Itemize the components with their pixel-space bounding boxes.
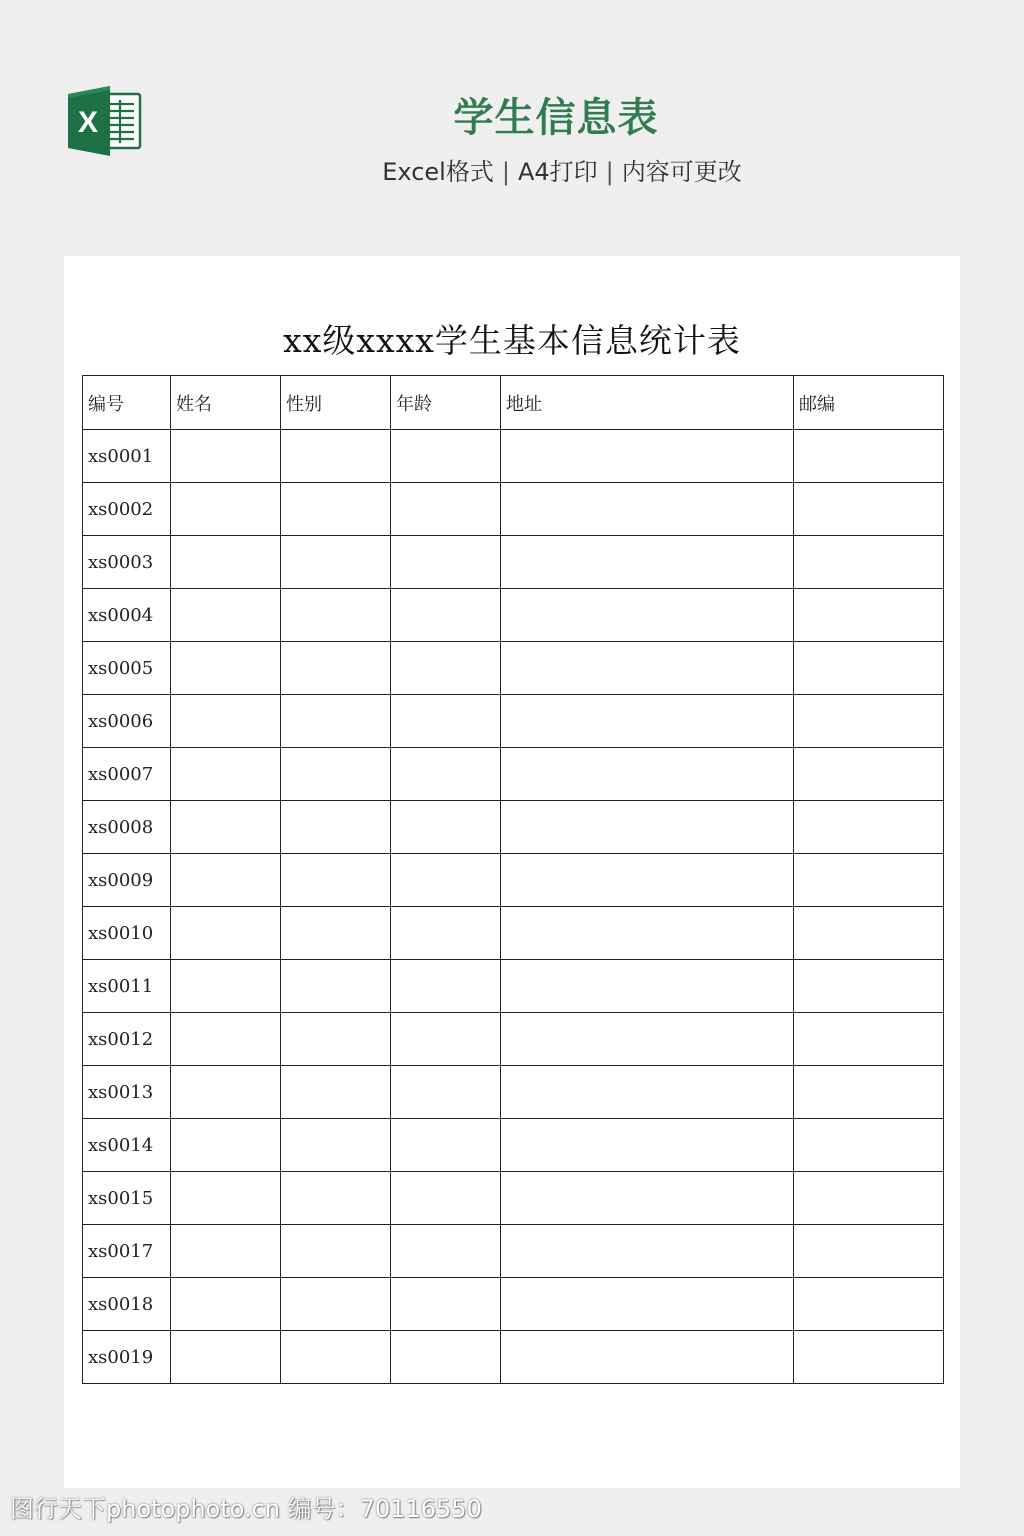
excel-logo-letter: X: [77, 106, 99, 139]
cell-name[interactable]: [171, 695, 281, 748]
table-row: [83, 1278, 944, 1331]
cell-age[interactable]: [391, 1172, 501, 1225]
cell-postcode[interactable]: [794, 907, 944, 960]
cell-age[interactable]: [391, 642, 501, 695]
cell-id[interactable]: xs0002: [83, 483, 171, 536]
header-column-address[interactable]: 地址: [501, 376, 794, 430]
table-row: [83, 854, 944, 907]
table-row: [83, 695, 944, 748]
cell-age[interactable]: [391, 854, 501, 907]
cell-postcode[interactable]: [794, 430, 944, 483]
cell-id[interactable]: xs0001: [83, 430, 171, 483]
cell-address[interactable]: [501, 1066, 794, 1119]
cell-gender[interactable]: [281, 589, 391, 642]
watermark-text: 图行天下photophoto.cn 编号：70116550: [10, 1495, 482, 1523]
cell-id[interactable]: xs0012: [83, 1013, 171, 1066]
cell-id[interactable]: xs0014: [83, 1119, 171, 1172]
cell-gender[interactable]: [281, 1331, 391, 1384]
cell-age[interactable]: [391, 960, 501, 1013]
header-column-id[interactable]: 编号: [83, 376, 171, 430]
cell-gender[interactable]: [281, 1172, 391, 1225]
cell-age[interactable]: [391, 1119, 501, 1172]
table-row: [83, 589, 944, 642]
table-row: [83, 960, 944, 1013]
sheet-title: xx级xxxx学生基本信息统计表: [283, 321, 741, 360]
promo-title: 学生信息表: [453, 95, 659, 141]
cell-address[interactable]: [501, 907, 794, 960]
cell-name[interactable]: [171, 1172, 281, 1225]
cell-age[interactable]: [391, 1066, 501, 1119]
cell-postcode[interactable]: [794, 748, 944, 801]
cell-name[interactable]: [171, 589, 281, 642]
header-column-name[interactable]: 姓名: [171, 376, 281, 430]
table-row: [83, 1172, 944, 1225]
cell-address[interactable]: [501, 536, 794, 589]
cell-id[interactable]: xs0017: [83, 1225, 171, 1278]
cell-postcode[interactable]: [794, 536, 944, 589]
table-row: [83, 483, 944, 536]
cell-gender[interactable]: [281, 1225, 391, 1278]
cell-address[interactable]: [501, 483, 794, 536]
cell-name[interactable]: [171, 430, 281, 483]
table-row: [83, 1066, 944, 1119]
cell-postcode[interactable]: [794, 1066, 944, 1119]
cell-age[interactable]: [391, 536, 501, 589]
cell-address[interactable]: [501, 1331, 794, 1384]
cell-gender[interactable]: [281, 642, 391, 695]
cell-address[interactable]: [501, 960, 794, 1013]
table-row: [83, 642, 944, 695]
cell-address[interactable]: [501, 854, 794, 907]
cell-postcode[interactable]: [794, 801, 944, 854]
cell-name[interactable]: [171, 748, 281, 801]
cell-gender[interactable]: [281, 960, 391, 1013]
cell-gender[interactable]: [281, 695, 391, 748]
cell-id[interactable]: xs0010: [83, 907, 171, 960]
cell-gender[interactable]: [281, 748, 391, 801]
cell-age[interactable]: [391, 1278, 501, 1331]
header-column-age[interactable]: 年龄: [391, 376, 501, 430]
cell-postcode[interactable]: [794, 854, 944, 907]
cell-address[interactable]: [501, 695, 794, 748]
table-header-row: [83, 376, 944, 430]
cell-postcode[interactable]: [794, 642, 944, 695]
promo-subtitle: [0, 154, 1024, 190]
cell-address[interactable]: [501, 801, 794, 854]
cell-postcode[interactable]: [794, 1331, 944, 1384]
table-row: [83, 1331, 944, 1384]
cell-postcode[interactable]: [794, 1119, 944, 1172]
cell-address[interactable]: [501, 1225, 794, 1278]
cell-id[interactable]: xs0006: [83, 695, 171, 748]
cell-address[interactable]: [501, 1172, 794, 1225]
cell-gender[interactable]: [281, 430, 391, 483]
cell-id[interactable]: xs0007: [83, 748, 171, 801]
cell-gender[interactable]: [281, 1119, 391, 1172]
cell-gender[interactable]: [281, 801, 391, 854]
table-row: [83, 748, 944, 801]
cell-id[interactable]: xs0018: [83, 1278, 171, 1331]
cell-age[interactable]: [391, 695, 501, 748]
cell-name[interactable]: [171, 536, 281, 589]
cell-name[interactable]: [171, 960, 281, 1013]
cell-id[interactable]: xs0011: [83, 960, 171, 1013]
table-row: [83, 801, 944, 854]
cell-gender[interactable]: [281, 854, 391, 907]
cell-name[interactable]: [171, 1278, 281, 1331]
cell-address[interactable]: [501, 1013, 794, 1066]
cell-address[interactable]: [501, 748, 794, 801]
cell-id[interactable]: xs0004: [83, 589, 171, 642]
cell-address[interactable]: [501, 430, 794, 483]
cell-id[interactable]: xs0015: [83, 1172, 171, 1225]
cell-postcode[interactable]: [794, 589, 944, 642]
cell-gender[interactable]: [281, 1013, 391, 1066]
subtitle-print: A4打印: [517, 158, 598, 186]
cell-age[interactable]: [391, 907, 501, 960]
cell-name[interactable]: [171, 1331, 281, 1384]
cell-name[interactable]: [171, 907, 281, 960]
cell-postcode[interactable]: [794, 1172, 944, 1225]
cell-name[interactable]: [171, 483, 281, 536]
subtitle-separator: |: [501, 158, 510, 186]
header-column-postcode[interactable]: 邮编: [794, 376, 944, 430]
cell-postcode[interactable]: [794, 1013, 944, 1066]
document-sheet: [64, 256, 960, 1488]
cell-name[interactable]: [171, 1119, 281, 1172]
cell-gender[interactable]: [281, 483, 391, 536]
table-row: [83, 1013, 944, 1066]
table-row: [83, 907, 944, 960]
cell-age[interactable]: [391, 589, 501, 642]
cell-name[interactable]: [171, 854, 281, 907]
cell-gender[interactable]: [281, 1066, 391, 1119]
cell-name[interactable]: [171, 1013, 281, 1066]
cell-id[interactable]: xs0005: [83, 642, 171, 695]
cell-age[interactable]: [391, 483, 501, 536]
cell-postcode[interactable]: [794, 1225, 944, 1278]
cell-address[interactable]: [501, 589, 794, 642]
cell-address[interactable]: [501, 642, 794, 695]
cell-id[interactable]: xs0009: [83, 854, 171, 907]
student-info-table: [82, 375, 944, 1384]
cell-id[interactable]: xs0013: [83, 1066, 171, 1119]
cell-age[interactable]: [391, 1331, 501, 1384]
cell-gender[interactable]: [281, 1278, 391, 1331]
subtitle-format: Excel格式: [382, 158, 494, 186]
table-row: [83, 1225, 944, 1278]
table-row: [83, 430, 944, 483]
cell-address[interactable]: [501, 1278, 794, 1331]
cell-age[interactable]: [391, 1013, 501, 1066]
cell-age[interactable]: [391, 748, 501, 801]
cell-postcode[interactable]: [794, 960, 944, 1013]
cell-address[interactable]: [501, 1119, 794, 1172]
cell-id[interactable]: xs0019: [83, 1331, 171, 1384]
cell-postcode[interactable]: [794, 1278, 944, 1331]
cell-postcode[interactable]: [794, 695, 944, 748]
cell-age[interactable]: [391, 1225, 501, 1278]
cell-age[interactable]: [391, 801, 501, 854]
table-body: [83, 430, 944, 1384]
cell-id[interactable]: xs0008: [83, 801, 171, 854]
table-row: [83, 1119, 944, 1172]
cell-name[interactable]: [171, 642, 281, 695]
cell-name[interactable]: [171, 801, 281, 854]
cell-name[interactable]: [171, 1225, 281, 1278]
cell-gender[interactable]: [281, 907, 391, 960]
subtitle-editable: 内容可更改: [621, 158, 742, 186]
table-row: [83, 536, 944, 589]
cell-id[interactable]: xs0003: [83, 536, 171, 589]
cell-gender[interactable]: [281, 536, 391, 589]
header-column-gender[interactable]: 性别: [281, 376, 391, 430]
cell-age[interactable]: [391, 430, 501, 483]
cell-postcode[interactable]: [794, 483, 944, 536]
subtitle-separator: |: [605, 158, 614, 186]
cell-name[interactable]: [171, 1066, 281, 1119]
